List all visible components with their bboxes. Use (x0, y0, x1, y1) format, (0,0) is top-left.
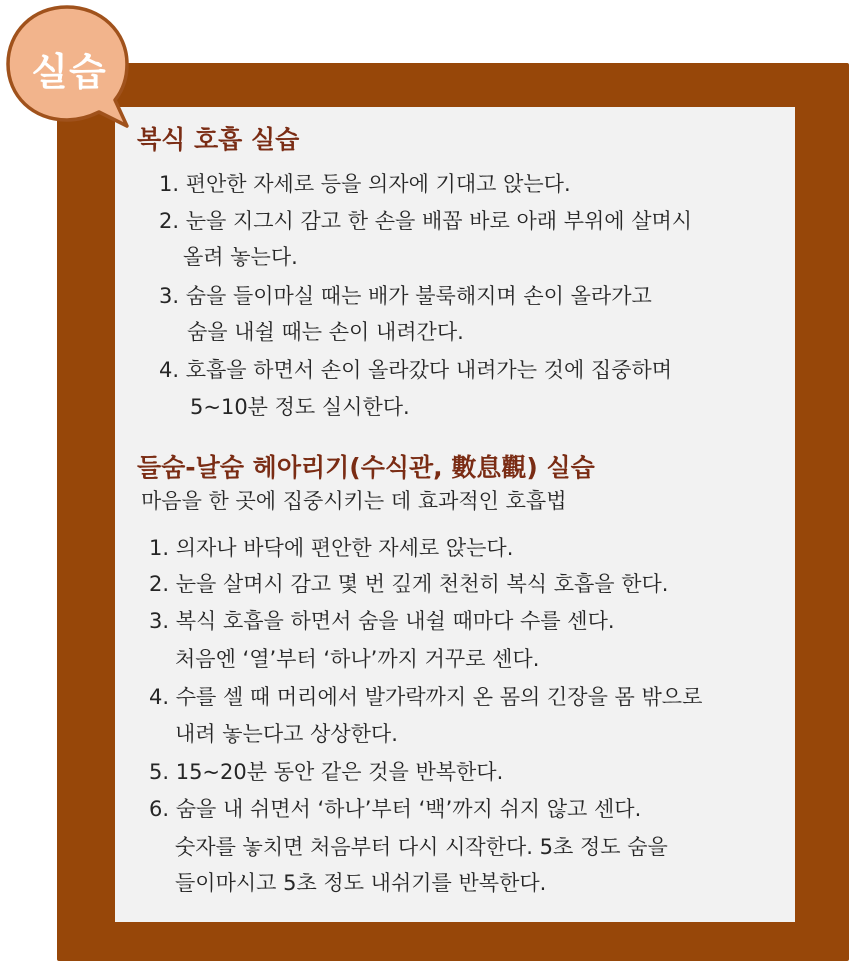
section1-line-2: 2. 눈을 지그시 감고 한 손을 배꼽 바로 아래 부위에 살며시 (159, 209, 693, 233)
badge-label: 실습 (31, 49, 107, 94)
section1-title: 복식 호흡 실습 (137, 125, 300, 154)
section1-line-5: 숨을 내쉴 때는 손이 내려간다. (187, 320, 464, 344)
section1-line-6: 4. 호흡을 하면서 손이 올라갔다 내려가는 것에 집중하며 (159, 358, 673, 382)
section2-line-10: 들이마시고 5초 정도 내쉬기를 반복한다. (175, 871, 547, 895)
section2-line-9: 숫자를 놓치면 처음부터 다시 시작한다. 5초 정도 숨을 (175, 835, 668, 859)
section2-line-6: 내려 놓는다고 상상한다. (175, 722, 398, 746)
section2-line-8: 6. 숨을 내 쉬면서 ‘하나’부터 ‘백’까지 쉬지 않고 센다. (149, 797, 642, 821)
section2-line-3: 3. 복식 호흡을 하면서 숨을 내쉴 때마다 수를 센다. (149, 609, 615, 633)
section1-line-7: 5~10분 정도 실시한다. (190, 395, 410, 419)
section2-line-2: 2. 눈을 살며시 감고 몇 번 깊게 천천히 복식 호흡을 한다. (149, 572, 669, 596)
section1-line-3: 올려 놓는다. (183, 245, 298, 269)
section2-title: 들숨-날숨 헤아리기(수식관, 數息觀) 실습 (137, 453, 595, 482)
section2-line-1: 1. 의자나 바닥에 편안한 자세로 앉는다. (149, 536, 514, 560)
section2-line-4: 처음엔 ‘열’부터 ‘하나’까지 거꾸로 센다. (175, 647, 540, 671)
section2-subtitle: 마음을 한 곳에 집중시키는 데 효과적인 호흡법 (141, 489, 567, 513)
section1-line-1: 1. 편안한 자세로 등을 의자에 기대고 앉는다. (159, 172, 571, 196)
section1-line-4: 3. 숨을 들이마실 때는 배가 불룩해지며 손이 올라가고 (159, 284, 652, 308)
section2-line-7: 5. 15~20분 동안 같은 것을 반복한다. (149, 760, 504, 784)
section2-line-5: 4. 수를 셀 때 머리에서 발가락까지 온 몸의 긴장을 몸 밖으로 (149, 685, 703, 709)
